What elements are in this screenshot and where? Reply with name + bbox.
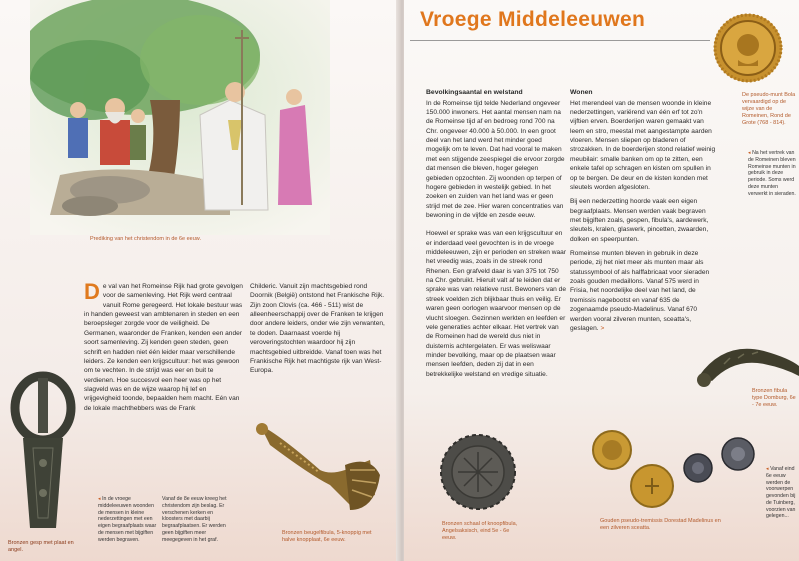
illustration-caption: Prediking van het christendom in de 6e eeuw. <box>90 236 201 242</box>
church-note: Vanaf de 8e eeuw kreeg het christendom zijn beslag. Er verschenen kerken en kloosters met daarbij begraafplaatsen. Er werden geen bijgiften meer meegegeven in het graf. <box>162 496 227 543</box>
population-paragraph-2: Hoewel er sprake was van een krijgscultuur en er inderdaad veel gevochten is in de vroege middeleeuwen, zijn er perioden en streken waar het vreedig was, zoals in de streek rond Rhenen. Een grafveld daar is van 375 tot 750 na Chr. gebruikt. Hieruit valt af te leiden dat er sprake was van relatieve rust. Bewoners van de streek voelden zich blijkbaar thuis en veilig. Er waren geen oorlogen waarvoor mensen op de vlucht sloegen. Gezinnen werkten en leefden er vele generaties achter elkaar. Het vertrek van de Romeinen had de wereld dus niet in duisternis achtergelaten. Er was weliswaar minder bevolking, maar op de plaatsen waar mensen leefden, deden zij dat in een betrekkelijke welstand en vredige situatie. <box>426 230 567 378</box>
sermon-illustration <box>30 0 330 235</box>
intro-paragraph-1: e val van het Romeinse Rijk had grote gevolgen voor de samenleving. Het Rijk werd centraal vanuit Rome geregeerd. Het lokale bestuur was in handen geweest van ambtenaren in steden en een beroepsleger zorgde voor de veiligheid. De Germanen, waaronder de Franken, kenden een ander soort samenleving. Zij kenden geen steden, geen schrift en hadden niet één leider maar verschillende leiders. Ze kenden een krijgscultuur: het was gewoon om te vechten. In de strijd was eer en buit te verdienen. Hoe succesvol een heer was op het slagveld was en de wijze waarop hij lef en vrijgevigheid toonde, bepaalden hem macht. Eén van de lokale machthebbers was de Frank <box>84 283 243 412</box>
gold-coin-image <box>712 12 784 84</box>
buckle-caption: Bronzen gesp met plaat en angel. <box>8 540 74 553</box>
margin-note <box>748 150 798 197</box>
burial-note-text: In de vroege middeleeuwen woonden de mensen in kleine nederzettingen met een eigen begraafplaats waar de mensen met bijgiften werden begraven. <box>98 496 157 543</box>
coin-caption: De pseudo-munt Bola vervaardigd op de wijze van de Romeinen, Rond de Grote (768 - 814). <box>742 92 796 126</box>
right-note <box>766 466 799 520</box>
note-arrow-icon: ◂ <box>766 466 769 472</box>
coins-caption: Gouden pseudo-tremissis Dorestad Madelinus en een zilveren sceatta. <box>600 518 721 531</box>
continue-arrow-icon: > <box>600 324 605 332</box>
disc-brooch-image <box>438 432 518 512</box>
living-paragraph-2: Bij een nederzetting hoorde vaak een eigen begraafplaats. Mensen werden vaak begraven met bijgiften zoals, gespen, fibula's, aardewerk, sleutels, kralen, glaswerk, pincetten, zwaarden, dolken en speerpunten. <box>570 198 709 243</box>
note-arrow-icon: ◂ <box>98 496 101 502</box>
fibula-caption: Bronzen beugelfibula, 5-knoppig met halve knopplaat, 6e eeuw. <box>282 530 372 543</box>
right-fibula-caption: Bronzen fibula type Domburg, 6e - 7e eeuw. <box>752 388 796 408</box>
brooch-caption: Bronzen schaal of knoopfibula, Angelsaksisch, eind 5e - 6e eeuw. <box>442 521 518 541</box>
drop-cap: D <box>84 279 100 304</box>
coins-image <box>590 428 770 513</box>
living-paragraph-3 <box>570 249 718 333</box>
intro-text-column-1 <box>84 279 244 413</box>
living-paragraph-1: Het merendeel van de mensen woonde in kleine nederzettingen, variërend van één erf tot zo'n vijftien erven. Boerderijen waren gemaakt van leem en stro, meestal met aangestampte aarden vloeren. Mensen sliepen op bladeren of strozakken. In de boerderijen stond relatief weinig meubilair: smalle banken om op te zitten, een enkele tafel op schragen en kisten om spullen in op te bergen. De deur en de kisten konden met sleutels worden afgesloten. <box>570 99 716 191</box>
living-column <box>570 88 718 338</box>
beugelfibula-image <box>250 415 390 525</box>
population-heading: Bevolkingsaantal en welstand <box>426 89 523 96</box>
title-rule <box>410 40 710 41</box>
living-heading: Wonen <box>570 89 593 96</box>
population-paragraph-1: In de Romeinse tijd telde Nederland ongeveer 150.000 inwoners. Het aantal mensen nam na de Romeinse tijd af en bedroeg rond 700 na Chr. ongeveer 40.000 à 50.000. In een groot deel van het land werd het minder goed mogelijk om te leven. Dat had vooral te maken met een stijgende zeespiegel die ervoor zorgde dat mensen die bleven, hoger gelegen gebieden opzochten. Zij woonden op terpen of hogere gebieden in westelijk gebied. In het zoeken en zuiden van het land was er geen strijd met de zee. Hier waren concentraties van bewoning in de vijfde en zesde eeuw. <box>426 99 565 219</box>
living-paragraph-3-text: Romeinse munten bleven in gebruik in deze periode, zij het niet meer als munten maar als statussymbool of als halffabricaat voor sieraden zoals gouden medaillons. Vanaf 575 werd in Frisia, het noordelijke deel van het land, de tremissis nagebootst en vanaf 635 de zogenaamde pseudo-Madelinus. Vanaf 670 werden vooral zilveren munten, sceatta's, geslagen. <box>570 250 710 332</box>
domburg-fibula-image <box>694 336 799 396</box>
page-title: Vroege Middeleeuwen <box>420 8 646 31</box>
right-note-text: Vanaf eind 6e eeuw werden de voorwerpen gevonden bij de Tuinberg, voorzien van gelegen... <box>766 466 796 520</box>
burial-note <box>98 496 160 543</box>
bronze-buckle-image <box>8 368 78 538</box>
note-arrow-icon: ◂ <box>748 150 751 156</box>
margin-note-text: Na het vertrek van de Romeinen bleven Romeinse munten in gebruik in deze periode. Soms werd deze munten verwerkt in sieraden. <box>748 150 796 197</box>
population-column <box>426 88 566 384</box>
intro-text-column-2: Childeric. Vanuit zijn machtsgebied rond Doornik (België) ontstond het Frankische Rijk. Zijn zoon Clovis (ca. 466 - 511) wist de alleenheerschappij over de Franken te krijgen door andere leiders, onder wie zijn verwanten, te doden. Daarnaast voerde hij veroveringstochten waardoor hij zijn machtsgebied uitbreidde. Vanaf toen was het Frankische Rijk het machtigste rijk van West-Europa. <box>250 283 385 375</box>
